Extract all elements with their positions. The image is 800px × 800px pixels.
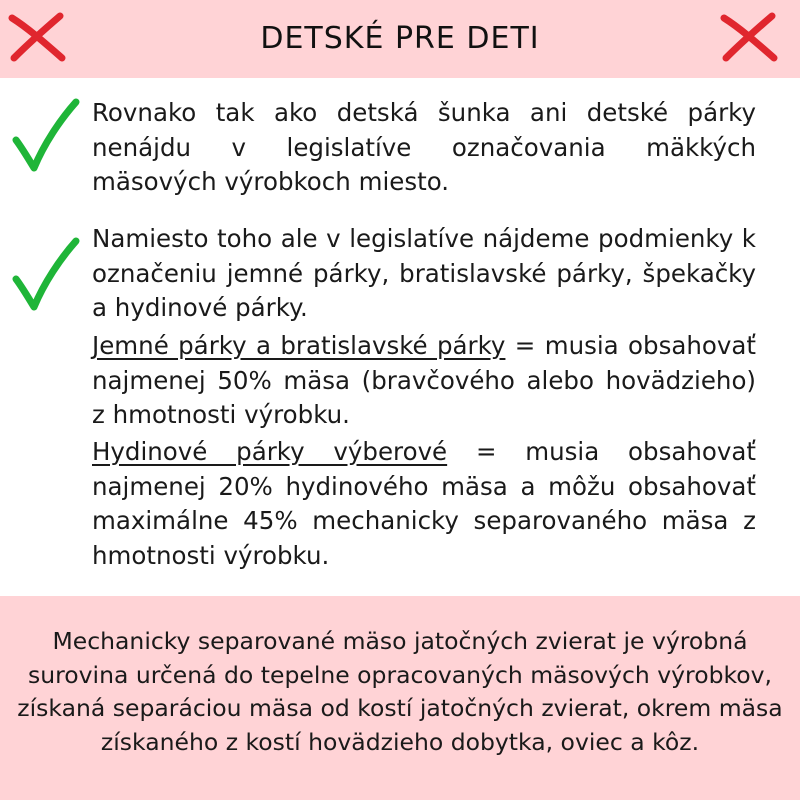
point-text-1: Rovnako tak ako detská šunka ani detské párky nenájdu v legislatíve označovania mäkkých mäsových výrobkoch miesto.: [92, 98, 756, 196]
definition-jemne-parky: [92, 329, 756, 433]
footer-definition-text: Mechanicky separované mäso jatočných zvierat je výrobná surovina určená do tepelne opracovaných mäsových výrobkov, získaná separáciou mäsa od kostí jatočných zvierat, okrem mäsa získaného z kostí hovädzieho dobytka, oviec a kôz.: [17, 627, 783, 756]
definition-term: Jemné párky a bratislavské párky: [92, 331, 506, 360]
definition-text: = musia obsahovať najmenej 50% mäsa (bravčového alebo hovädzieho) z hmotnosti výrobku.: [92, 331, 756, 429]
definition-hydinove-parky: [92, 435, 756, 573]
checkmark-icon: [10, 96, 80, 174]
definition-term: Hydinové párky výberové: [92, 437, 448, 466]
checkmark-icon: [10, 235, 80, 313]
point-text-2: Namiesto toho ale v legislatíve nájdeme podmienky k označeniu jemné párky, bratislavské párky, špekačky a hydinové párky.: [92, 224, 756, 322]
cross-icon: [720, 12, 778, 62]
definition-text: = musia obsahovať najmenej 20% hydinového mäsa a môžu obsahovať maximálne 45% mechanicky separovaného mäsa z hmotnosti výrobku.: [92, 437, 756, 570]
page-title: DETSKÉ PRE DETI: [260, 21, 540, 56]
